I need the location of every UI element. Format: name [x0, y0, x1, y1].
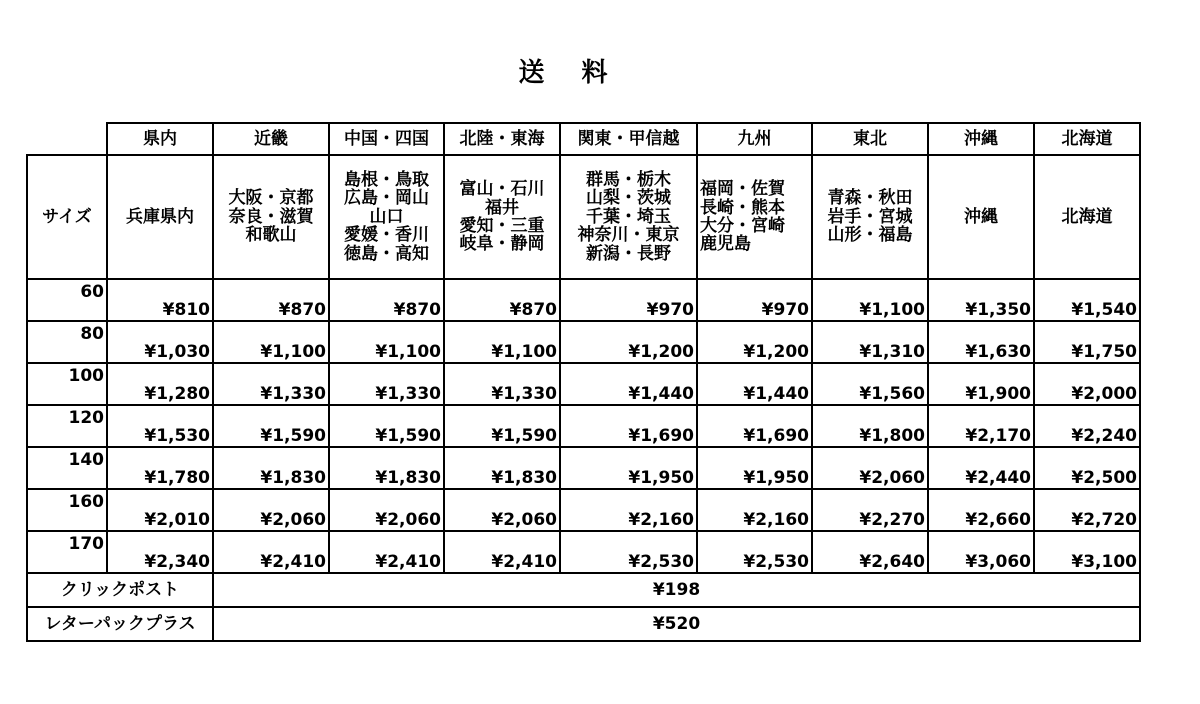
- price-cell: ¥1,590: [213, 405, 329, 447]
- flat-rate-price: ¥198: [213, 573, 1140, 607]
- price-cell: ¥1,750: [1034, 321, 1140, 363]
- price-cell: ¥870: [213, 279, 329, 321]
- price-cell: ¥2,640: [812, 531, 928, 573]
- region-line: 鹿児島: [700, 234, 751, 255]
- price-cell: ¥1,900: [928, 363, 1034, 405]
- region-line: 山梨・茨城: [586, 188, 671, 209]
- price-cell: ¥2,410: [444, 531, 560, 573]
- region-line: 北海道: [1061, 206, 1113, 227]
- size-cell: 80: [27, 321, 107, 363]
- price-cell: ¥2,160: [560, 489, 697, 531]
- flat-rate-label: クリックポスト: [27, 573, 213, 607]
- price-cell: ¥2,060: [329, 489, 444, 531]
- column-header: 近畿: [213, 123, 329, 155]
- price-cell: ¥1,590: [329, 405, 444, 447]
- price-cell: ¥1,200: [560, 321, 697, 363]
- price-cell: ¥2,660: [928, 489, 1034, 531]
- price-cell: ¥1,330: [444, 363, 560, 405]
- price-cell: ¥2,060: [444, 489, 560, 531]
- price-cell: ¥1,100: [444, 321, 560, 363]
- region-line: 福井: [485, 197, 519, 218]
- price-cell: ¥1,950: [697, 447, 812, 489]
- region-line: 広島・岡山: [344, 188, 429, 209]
- price-cell: ¥1,030: [107, 321, 213, 363]
- region-cell: [107, 155, 213, 279]
- region-line: 神奈川・東京: [577, 225, 680, 246]
- price-cell: ¥1,100: [812, 279, 928, 321]
- price-cell: ¥1,830: [329, 447, 444, 489]
- region-row: [27, 155, 1140, 279]
- price-cell: ¥2,160: [697, 489, 812, 531]
- region-line: 奈良・滋賀: [228, 206, 314, 227]
- flat-rate-label: レターパックプラス: [27, 607, 213, 641]
- table-row: [27, 531, 1140, 573]
- size-header: サイズ: [27, 155, 107, 279]
- region-line: 青森・秋田: [827, 188, 913, 209]
- price-cell: ¥810: [107, 279, 213, 321]
- column-header: 関東・甲信越: [560, 123, 697, 155]
- column-header: 東北: [812, 123, 928, 155]
- column-header: 中国・四国: [329, 123, 444, 155]
- region-cell: [213, 155, 329, 279]
- region-line: 長崎・熊本: [700, 197, 785, 218]
- region-line: 愛媛・香川: [344, 225, 429, 246]
- price-cell: ¥1,950: [560, 447, 697, 489]
- price-cell: ¥1,830: [444, 447, 560, 489]
- price-cell: ¥870: [329, 279, 444, 321]
- region-cell: [697, 155, 812, 279]
- table-row: [27, 489, 1140, 531]
- column-header: 北海道: [1034, 123, 1140, 155]
- region-line: 山形・福島: [827, 225, 913, 246]
- column-header: 北陸・東海: [444, 123, 560, 155]
- size-cell: 160: [27, 489, 107, 531]
- price-cell: ¥970: [697, 279, 812, 321]
- price-cell: ¥2,170: [928, 405, 1034, 447]
- price-cell: ¥870: [444, 279, 560, 321]
- price-cell: ¥1,440: [560, 363, 697, 405]
- region-cell: [1034, 155, 1140, 279]
- flat-rate-row: [27, 607, 1140, 641]
- region-line: 和歌山: [245, 225, 297, 246]
- region-line: 兵庫県内: [126, 206, 194, 227]
- size-cell: 120: [27, 405, 107, 447]
- table-row: [27, 279, 1140, 321]
- corner-cell: [27, 123, 107, 155]
- price-cell: ¥3,100: [1034, 531, 1140, 573]
- price-cell: ¥2,000: [1034, 363, 1140, 405]
- flat-rate-price: ¥520: [213, 607, 1140, 641]
- region-line: 福岡・佐賀: [700, 179, 785, 200]
- price-cell: ¥1,630: [928, 321, 1034, 363]
- price-cell: ¥1,780: [107, 447, 213, 489]
- region-line: 徳島・高知: [344, 243, 429, 264]
- price-cell: ¥1,530: [107, 405, 213, 447]
- region-cell: [812, 155, 928, 279]
- region-line: 愛知・三重: [459, 216, 545, 236]
- price-cell: ¥1,100: [329, 321, 444, 363]
- price-cell: ¥1,100: [213, 321, 329, 363]
- header-row: [27, 123, 1140, 155]
- price-cell: ¥1,440: [697, 363, 812, 405]
- price-cell: ¥2,340: [107, 531, 213, 573]
- column-header: 九州: [697, 123, 812, 155]
- region-line: 沖縄: [964, 206, 998, 227]
- price-cell: ¥1,540: [1034, 279, 1140, 321]
- region-line: 大阪・京都: [228, 188, 314, 209]
- table-row: [27, 447, 1140, 489]
- price-cell: ¥2,270: [812, 489, 928, 531]
- region-cell: [444, 155, 560, 279]
- price-cell: ¥1,350: [928, 279, 1034, 321]
- region-line: 千葉・埼玉: [586, 206, 671, 227]
- price-cell: ¥2,720: [1034, 489, 1140, 531]
- price-cell: ¥1,280: [107, 363, 213, 405]
- price-cell: ¥1,200: [697, 321, 812, 363]
- size-cell: 140: [27, 447, 107, 489]
- size-cell: 100: [27, 363, 107, 405]
- flat-rate-row: [27, 573, 1140, 607]
- price-cell: ¥2,060: [812, 447, 928, 489]
- price-cell: ¥2,410: [213, 531, 329, 573]
- price-cell: ¥2,060: [213, 489, 329, 531]
- table-row: [27, 363, 1140, 405]
- price-cell: ¥2,410: [329, 531, 444, 573]
- region-line: 大分・宮崎: [700, 216, 785, 236]
- price-cell: ¥970: [560, 279, 697, 321]
- price-cell: ¥1,690: [560, 405, 697, 447]
- region-line: 岩手・宮城: [827, 206, 913, 227]
- table-row: [27, 321, 1140, 363]
- size-cell: 170: [27, 531, 107, 573]
- price-cell: ¥2,500: [1034, 447, 1140, 489]
- price-cell: ¥1,800: [812, 405, 928, 447]
- table-row: [27, 405, 1140, 447]
- region-cell: [560, 155, 697, 279]
- region-cell: [329, 155, 444, 279]
- price-cell: ¥1,830: [213, 447, 329, 489]
- price-cell: ¥1,330: [213, 363, 329, 405]
- price-cell: ¥1,330: [329, 363, 444, 405]
- price-cell: ¥1,590: [444, 405, 560, 447]
- region-line: 新潟・長野: [586, 243, 671, 264]
- column-header: 沖縄: [928, 123, 1034, 155]
- price-cell: ¥1,560: [812, 363, 928, 405]
- region-line: 群馬・栃木: [586, 170, 671, 191]
- price-cell: ¥3,060: [928, 531, 1034, 573]
- price-cell: ¥2,240: [1034, 405, 1140, 447]
- region-line: 岐阜・静岡: [459, 234, 545, 255]
- size-cell: 60: [27, 279, 107, 321]
- shipping-fee-table: [26, 122, 1141, 642]
- region-cell: [928, 155, 1034, 279]
- price-cell: ¥1,690: [697, 405, 812, 447]
- price-cell: ¥2,530: [697, 531, 812, 573]
- region-line: 山口: [369, 206, 404, 227]
- price-cell: ¥2,010: [107, 489, 213, 531]
- price-cell: ¥2,440: [928, 447, 1034, 489]
- region-line: 富山・石川: [459, 179, 545, 200]
- price-cell: ¥1,310: [812, 321, 928, 363]
- price-cell: ¥2,530: [560, 531, 697, 573]
- page-title: 送 料: [518, 58, 622, 88]
- region-line: 島根・鳥取: [344, 170, 429, 191]
- column-header: 県内: [107, 123, 213, 155]
